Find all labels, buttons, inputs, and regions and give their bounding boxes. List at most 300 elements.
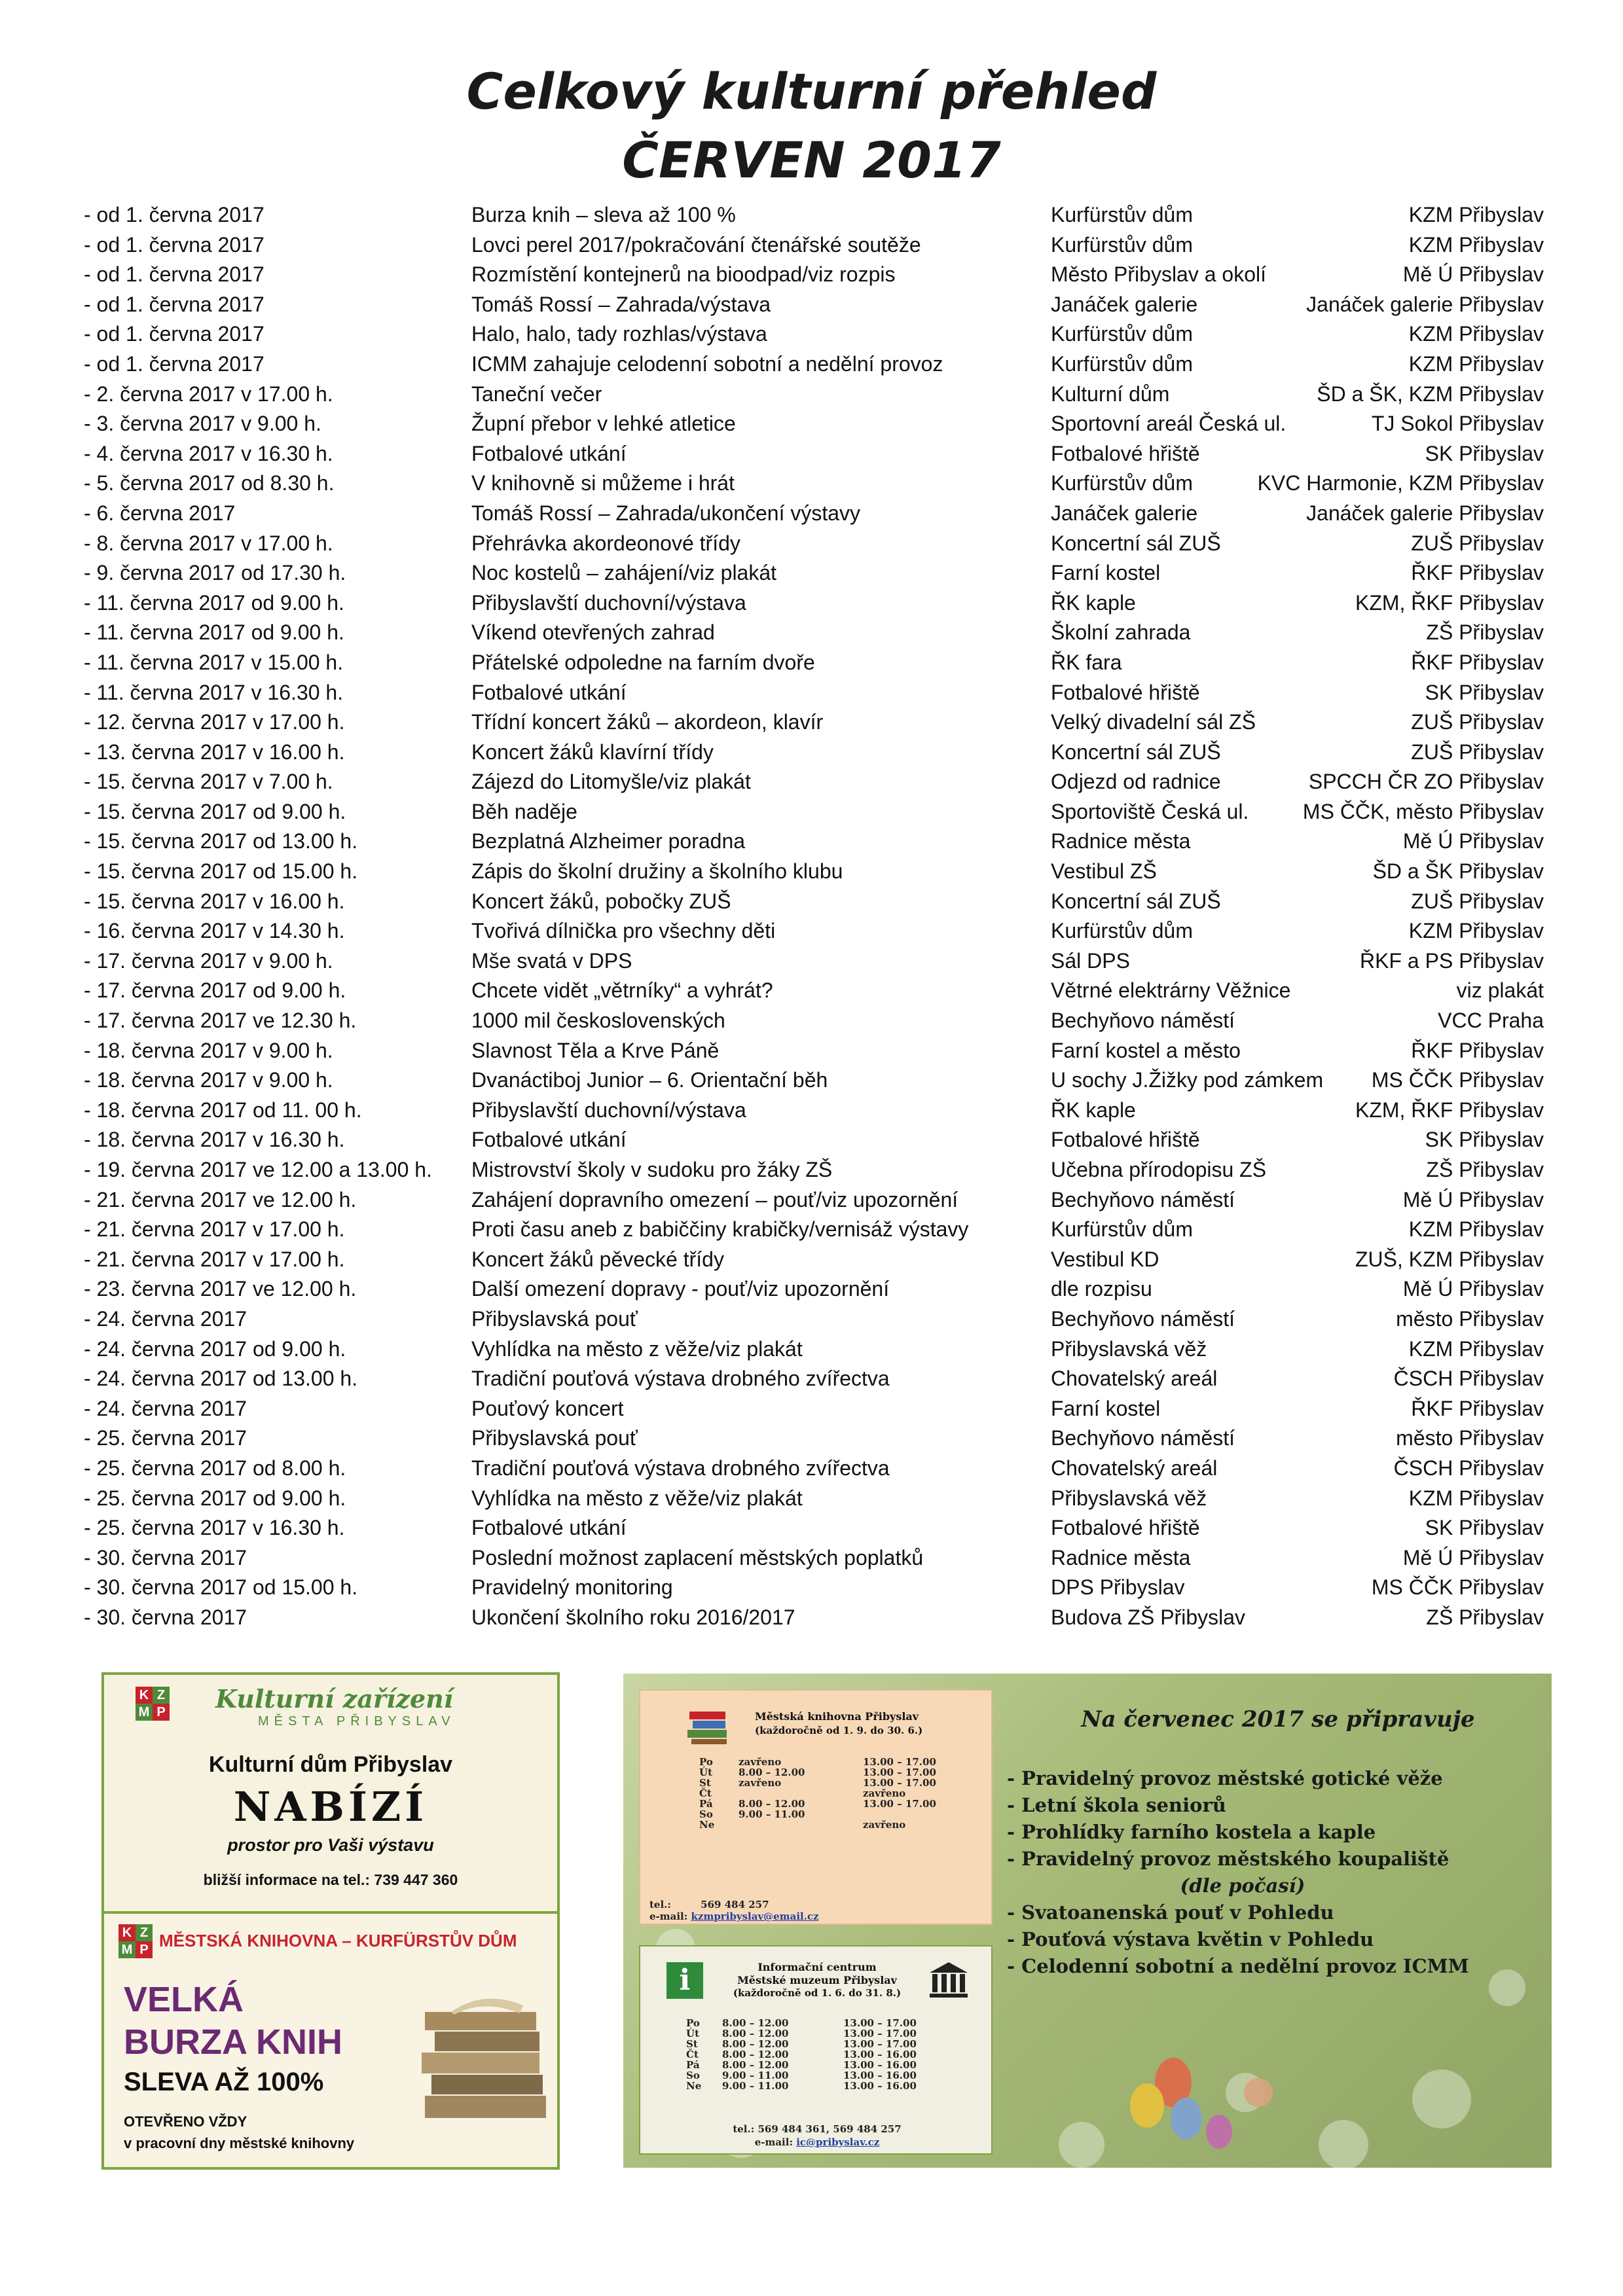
event-name: Župní přebor v lehké atletice — [471, 412, 736, 436]
event-name: Chcete vidět „větrníky“ a vyhrát? — [471, 978, 773, 1003]
event-name: Přibyslavská pouť — [471, 1426, 638, 1450]
event-place: Fotbalové hřiště — [1051, 1128, 1200, 1152]
event-date: - 30. června 2017 od 15.00 h. — [84, 1575, 358, 1600]
event-date: - 25. června 2017 od 9.00 h. — [84, 1486, 346, 1510]
event-date: - 15. června 2017 od 13.00 h. — [84, 829, 358, 853]
event-organizer: ZUŠ Přibyslav — [1411, 531, 1544, 555]
event-date: - od 1. června 2017 — [84, 292, 264, 316]
event-organizer: ŠD a ŠK Přibyslav — [1372, 859, 1544, 884]
event-row — [84, 1096, 1544, 1126]
event-row — [84, 1304, 1544, 1335]
event-organizer: SK Přibyslav — [1425, 441, 1544, 465]
event-organizer: KVC Harmonie, KZM Přibyslav — [1257, 471, 1544, 495]
event-place: ŘK kaple — [1051, 1098, 1136, 1122]
event-date: - 21. června 2017 v 17.00 h. — [84, 1247, 345, 1271]
event-place: Větrné elektrárny Věžnice — [1051, 978, 1291, 1003]
ad-header: MĚSTSKÁ KNIHOVNA – KURFÜRSTŮV DŮM — [159, 1931, 517, 1950]
event-row — [84, 529, 1544, 559]
event-row — [84, 230, 1544, 260]
event-organizer: Janáček galerie Přibyslav — [1306, 501, 1544, 525]
event-date: - 24. června 2017 — [84, 1306, 247, 1331]
event-row — [84, 260, 1544, 290]
event-name: Koncert žáků, pobočky ZUŠ — [471, 889, 731, 913]
library-tel: 569 484 257 — [701, 1899, 769, 1910]
event-organizer: MS ČČK Přibyslav — [1371, 1068, 1544, 1092]
event-row — [84, 1543, 1544, 1573]
event-row — [84, 1274, 1544, 1304]
plan-item: - Pouťová výstava květin v Pohledu — [1007, 1928, 1374, 1950]
event-date: - od 1. června 2017 — [84, 351, 264, 376]
hours-row — [686, 2017, 974, 2028]
hours-afternoon: 13.00 – 17.00 — [843, 2017, 917, 2029]
event-organizer: ZŠ Přibyslav — [1426, 1158, 1544, 1181]
info-subtitle: Městské muzeum Přibyslav — [737, 1974, 897, 1986]
event-date: - 17. června 2017 v 9.00 h. — [84, 948, 333, 973]
hours-row — [699, 1756, 974, 1767]
event-date: - 24. června 2017 od 13.00 h. — [84, 1367, 358, 1391]
hours-day: So — [686, 2070, 700, 2081]
event-row — [84, 797, 1544, 827]
event-date: - 30. června 2017 — [84, 1605, 247, 1629]
hours-row — [699, 1819, 974, 1829]
event-row — [84, 1335, 1544, 1365]
event-place: Vestibul ZŠ — [1051, 859, 1157, 884]
event-name: Rozmístění kontejnerů na bioodpad/viz rozpis — [471, 262, 896, 287]
event-place: Přibyslavská věž — [1051, 1486, 1207, 1510]
event-date: - 15. června 2017 od 15.00 h. — [84, 859, 358, 884]
event-organizer: ZŠ Přibyslav — [1426, 620, 1544, 645]
event-name: Noc kostelů – zahájení/viz plakát — [471, 561, 777, 585]
event-row — [84, 350, 1544, 380]
plan-item: - Pravidelný provoz městského koupaliště — [1007, 1848, 1450, 1870]
ad-line-1: VELKÁ — [124, 1980, 244, 2019]
museum-icon — [928, 1961, 969, 1999]
event-organizer: Mě Ú Přibyslav — [1402, 1187, 1544, 1211]
event-organizer: ŘKF Přibyslav — [1411, 561, 1544, 585]
hours-day: Út — [686, 2028, 700, 2039]
event-place: Vestibul KD — [1051, 1247, 1159, 1271]
event-place: Farní kostel — [1051, 1396, 1161, 1420]
event-organizer: KZM, ŘKF Přibyslav — [1355, 1098, 1544, 1122]
event-organizer: Mě Ú Přibyslav — [1402, 1545, 1544, 1570]
event-place: Kurfürstův dům — [1051, 203, 1193, 226]
hours-afternoon: 13.00 – 17.00 — [863, 1767, 936, 1778]
event-date: - 21. června 2017 v 17.00 h. — [84, 1217, 345, 1242]
hours-morning: 9.00 – 11.00 — [739, 1808, 805, 1820]
event-place: Kurfürstův dům — [1051, 919, 1193, 943]
event-place: Koncertní sál ZUŠ — [1051, 531, 1221, 555]
hours-row — [699, 1787, 974, 1798]
event-row — [84, 290, 1544, 320]
event-name: Třídní koncert žáků – akordeon, klavír — [471, 710, 824, 734]
event-place: Chovatelský areál — [1051, 1367, 1218, 1391]
event-row — [84, 648, 1544, 678]
event-place: U sochy J.Žižky pod zámkem — [1051, 1068, 1324, 1092]
event-date: - 17. června 2017 ve 12.30 h. — [84, 1009, 357, 1033]
event-organizer: ŘKF Přibyslav — [1411, 1038, 1544, 1062]
event-organizer: MS ČČK Přibyslav — [1371, 1575, 1544, 1600]
event-name: Zápis do školní družiny a školního klubu — [471, 859, 843, 884]
event-name: Tvořivá dílnička pro všechny děti — [471, 919, 776, 943]
hours-row — [686, 2038, 974, 2049]
event-place: Kurfürstův dům — [1051, 322, 1193, 346]
event-row — [84, 1424, 1544, 1454]
library-hours-panel — [639, 1689, 993, 1925]
event-row — [84, 618, 1544, 648]
event-date: - 11. června 2017 od 9.00 h. — [84, 590, 344, 615]
event-date: - 25. června 2017 — [84, 1426, 247, 1450]
event-date: - 15. června 2017 od 9.00 h. — [84, 799, 346, 823]
hours-morning: 9.00 – 11.00 — [722, 2080, 789, 2092]
hours-day: Ne — [699, 1819, 715, 1831]
event-place: Školní zahrada — [1051, 620, 1191, 645]
event-place: ŘK kaple — [1051, 590, 1136, 615]
event-organizer: SK Přibyslav — [1425, 1128, 1544, 1152]
event-place: Sportovní areál Česká ul. — [1051, 412, 1286, 436]
hours-day: So — [699, 1808, 713, 1820]
hours-row — [686, 2028, 974, 2038]
event-date: - 2. června 2017 v 17.00 h. — [84, 382, 333, 406]
event-organizer: ZŠ Přibyslav — [1426, 1605, 1544, 1629]
info-title: Informační centrum — [757, 1961, 877, 1973]
hours-morning: 8.00 – 12.00 — [739, 1798, 805, 1810]
event-organizer: Mě Ú Přibyslav — [1402, 262, 1544, 287]
plans-title: Na červenec 2017 se připravuje — [1081, 1706, 1475, 1732]
event-organizer: viz plakát — [1456, 978, 1544, 1003]
event-row — [84, 708, 1544, 738]
event-place: ŘK fara — [1051, 650, 1122, 674]
hours-row — [686, 2080, 974, 2090]
event-row — [84, 439, 1544, 469]
page-title: Celkový kulturní přehled — [466, 62, 1157, 120]
event-name: Přibyslavští duchovní/výstava — [471, 590, 746, 615]
event-row — [84, 1036, 1544, 1066]
hours-afternoon: zavřeno — [863, 1787, 906, 1799]
event-date: - 18. června 2017 od 11. 00 h. — [84, 1098, 362, 1122]
event-place: Učebna přírodopisu ZŠ — [1051, 1158, 1267, 1181]
info-poster — [623, 1674, 1552, 2168]
plans-list — [1007, 1765, 1531, 1980]
event-name: Víkend otevřených zahrad — [471, 620, 715, 645]
event-row — [84, 1364, 1544, 1394]
event-organizer: ČSCH Přibyslav — [1393, 1456, 1544, 1480]
kzmp-logo: K Z M P — [136, 1687, 170, 1721]
event-name: Proti času aneb z babiččiny krabičky/vernisáž výstavy — [471, 1217, 969, 1242]
ad-line-4: bližší informace na tel.: 739 447 360 — [203, 1871, 458, 1888]
ad-line-1: Kulturní dům Přibyslav — [208, 1752, 453, 1777]
library-period: (každoročně od 1. 9. do 30. 6.) — [755, 1725, 923, 1736]
info-hours-table — [686, 2017, 974, 2090]
plan-item: - Letní škola seniorů — [1007, 1794, 1226, 1816]
info-email-link[interactable]: ic@pribyslav.cz — [796, 2136, 880, 2148]
event-date: - od 1. června 2017 — [84, 262, 264, 287]
event-organizer: MS ČČK, město Přibyslav — [1302, 799, 1544, 823]
event-organizer: ŘKF Přibyslav — [1411, 1396, 1544, 1420]
hours-afternoon: 13.00 – 16.00 — [843, 2080, 917, 2092]
info-email-label: e-mail: — [754, 2136, 793, 2148]
event-name: Taneční večer — [471, 382, 602, 406]
book-stack-image — [412, 1986, 556, 2130]
event-place: Chovatelský areál — [1051, 1456, 1218, 1480]
event-row — [84, 409, 1544, 439]
event-name: Ukončení školního roku 2016/2017 — [471, 1605, 795, 1629]
event-organizer: ČSCH Přibyslav — [1393, 1367, 1544, 1391]
plan-item: - Celodenní sobotní a nedělní provoz ICMM — [1007, 1955, 1469, 1977]
event-row — [84, 319, 1544, 350]
event-name: Přátelské odpoledne na farním dvoře — [471, 650, 815, 674]
event-name: Zájezd do Litomyšle/viz plakát — [471, 770, 751, 794]
event-date: - od 1. června 2017 — [84, 203, 264, 226]
hours-row — [686, 2070, 974, 2080]
event-name: Další omezení dopravy - pouť/viz upozornění — [471, 1277, 890, 1301]
event-name: V knihovně si můžeme i hrát — [471, 471, 735, 495]
hours-day: Čt — [699, 1787, 712, 1799]
event-place: Kurfürstův dům — [1051, 351, 1193, 376]
event-date: - 15. června 2017 v 7.00 h. — [84, 770, 333, 794]
event-place: Bechyňovo náměstí — [1051, 1306, 1235, 1331]
event-date: - 25. června 2017 od 8.00 h. — [84, 1456, 346, 1480]
event-name: Přehrávka akordeonové třídy — [471, 531, 740, 555]
event-row — [84, 1394, 1544, 1424]
event-row — [84, 1185, 1544, 1215]
plan-item: - Pravidelný provoz městské gotické věže — [1007, 1767, 1443, 1789]
hours-afternoon: 13.00 – 17.00 — [863, 1756, 936, 1768]
event-place: Fotbalové hřiště — [1051, 680, 1200, 704]
hours-day: St — [686, 2038, 698, 2050]
hours-row — [686, 2059, 974, 2070]
event-organizer: VCC Praha — [1438, 1009, 1544, 1033]
event-place: Budova ZŠ Přibyslav — [1051, 1605, 1246, 1629]
hours-row — [699, 1767, 974, 1777]
plan-item: - Svatoanenská pouť v Pohledu — [1007, 1901, 1334, 1924]
event-row — [84, 1245, 1544, 1275]
event-row — [84, 1155, 1544, 1185]
event-place: Odjezd od radnice — [1051, 770, 1221, 794]
event-date: - 12. června 2017 v 17.00 h. — [84, 710, 345, 734]
hours-morning: zavřeno — [739, 1777, 782, 1789]
event-date: - 16. června 2017 v 14.30 h. — [84, 919, 345, 943]
event-row — [84, 1454, 1544, 1484]
hours-morning: 8.00 – 12.00 — [722, 2028, 789, 2039]
hours-row — [699, 1808, 974, 1819]
page-subtitle: ČERVEN 2017 — [622, 131, 1001, 189]
event-name: Fotbalové utkání — [471, 441, 627, 465]
event-row — [84, 738, 1544, 768]
ad-kulturni-dum — [101, 1672, 560, 1918]
hours-afternoon: 13.00 – 17.00 — [843, 2038, 917, 2050]
event-row — [84, 1215, 1544, 1245]
event-organizer: město Přibyslav — [1396, 1306, 1544, 1331]
ad-line-4: OTEVŘENO VŽDY — [124, 2113, 247, 2130]
event-organizer: SK Přibyslav — [1425, 1516, 1544, 1540]
event-date: - 5. června 2017 od 8.30 h. — [84, 471, 335, 495]
event-row — [84, 588, 1544, 619]
event-name: Vyhlídka na město z věže/viz plakát — [471, 1336, 803, 1361]
event-place: Kurfürstův dům — [1051, 471, 1193, 495]
event-row — [84, 1066, 1544, 1096]
event-organizer: Mě Ú Přibyslav — [1402, 1277, 1544, 1301]
books-icon — [686, 1706, 732, 1746]
brand-subtitle: MĚSTA PŘIBYSLAV — [258, 1714, 456, 1729]
event-place: Město Přibyslav a okolí — [1051, 262, 1267, 287]
event-organizer: KZM Přibyslav — [1408, 203, 1544, 226]
event-organizer: KZM Přibyslav — [1408, 919, 1544, 943]
ad-line-2: BURZA KNIH — [124, 2022, 342, 2062]
event-row — [84, 1484, 1544, 1514]
event-place: Bechyňovo náměstí — [1051, 1009, 1235, 1033]
event-name: Dvanáctiboj Junior – 6. Orientační běh — [471, 1068, 828, 1092]
event-organizer: ŠD a ŠK, KZM Přibyslav — [1317, 382, 1544, 406]
event-date: - 6. června 2017 — [84, 501, 236, 525]
kzmp-logo: K Z M P — [119, 1924, 153, 1958]
event-name: ICMM zahajuje celodenní sobotní a nedělní provoz — [471, 351, 943, 376]
event-date: - 24. června 2017 od 9.00 h. — [84, 1336, 346, 1361]
event-row — [84, 976, 1544, 1006]
event-name: Burza knih – sleva až 100 % — [471, 203, 736, 226]
event-place: Bechyňovo náměstí — [1051, 1426, 1235, 1450]
event-name: Mše svatá v DPS — [471, 948, 632, 973]
ad-line-5: v pracovní dny městské knihovny — [124, 2135, 355, 2151]
event-place: Sportoviště Česká ul. — [1051, 799, 1249, 823]
event-organizer: KZM Přibyslav — [1408, 351, 1544, 376]
ad-line-3: prostor pro Vaši výstavu — [227, 1835, 434, 1855]
hours-morning: 8.00 – 12.00 — [722, 2017, 789, 2029]
event-name: Fotbalové utkání — [471, 1128, 627, 1152]
event-date: - 24. června 2017 — [84, 1396, 247, 1420]
hours-day: Po — [699, 1756, 713, 1768]
event-place: Kurfürstův dům — [1051, 1217, 1193, 1242]
event-name: Slavnost Těla a Krve Páně — [471, 1038, 720, 1062]
hours-afternoon: 13.00 – 17.00 — [863, 1798, 936, 1810]
event-name: Vyhlídka na město z věže/viz plakát — [471, 1486, 803, 1510]
event-date: - 9. června 2017 od 17.30 h. — [84, 561, 346, 585]
ad-line-3: SLEVA AŽ 100% — [124, 2068, 324, 2096]
event-row — [84, 200, 1544, 230]
event-name: Halo, halo, tady rozhlas/výstava — [471, 322, 767, 346]
hours-day: Čt — [686, 2049, 699, 2060]
event-date: - 19. června 2017 ve 12.00 a 13.00 h. — [84, 1158, 432, 1181]
event-organizer: KZM Přibyslav — [1408, 1217, 1544, 1242]
event-date: - 18. června 2017 v 9.00 h. — [84, 1038, 333, 1062]
event-list — [84, 200, 1544, 1633]
event-place: Fotbalové hřiště — [1051, 441, 1200, 465]
event-row — [84, 946, 1544, 977]
event-name: Lovci perel 2017/pokračování čtenářské soutěže — [471, 232, 921, 257]
event-date: - od 1. června 2017 — [84, 322, 264, 346]
library-email-link[interactable]: kzmpribyslav@email.cz — [691, 1910, 819, 1922]
hours-morning: 9.00 – 11.00 — [722, 2070, 789, 2081]
event-date: - 11. června 2017 od 9.00 h. — [84, 620, 344, 645]
event-row — [84, 380, 1544, 410]
event-name: Fotbalové utkání — [471, 1516, 627, 1540]
event-organizer: ZUŠ, KZM Přibyslav — [1355, 1247, 1544, 1271]
event-date: - 25. června 2017 v 16.30 h. — [84, 1516, 345, 1540]
event-organizer: TJ Sokol Přibyslav — [1371, 412, 1544, 436]
event-organizer: ZUŠ Přibyslav — [1411, 889, 1544, 913]
event-date: - od 1. června 2017 — [84, 232, 264, 257]
hours-morning: 8.00 – 12.00 — [739, 1767, 805, 1778]
event-row — [84, 1603, 1544, 1633]
event-place: Koncertní sál ZUŠ — [1051, 740, 1221, 764]
library-title: Městská knihovna Přibyslav — [755, 1710, 919, 1723]
event-name: Běh naděje — [471, 799, 577, 823]
event-row — [84, 1125, 1544, 1155]
hours-afternoon: 13.00 – 16.00 — [843, 2070, 917, 2081]
event-name: Tomáš Rossí – Zahrada/ukončení výstavy — [471, 501, 861, 525]
event-place: Radnice města — [1051, 829, 1191, 853]
event-row — [84, 469, 1544, 499]
event-name: Koncert žáků klavírní třídy — [471, 740, 714, 764]
event-name: Přibyslavští duchovní/výstava — [471, 1098, 746, 1122]
hours-afternoon: zavřeno — [863, 1819, 906, 1831]
event-organizer: KZM Přibyslav — [1408, 232, 1544, 257]
event-date: - 18. června 2017 v 16.30 h. — [84, 1128, 345, 1152]
hours-row — [686, 2049, 974, 2059]
event-row — [84, 916, 1544, 946]
hours-row — [699, 1798, 974, 1808]
event-place: Farní kostel a město — [1051, 1038, 1241, 1062]
hours-morning: 8.00 – 12.00 — [722, 2049, 789, 2060]
event-row — [84, 767, 1544, 797]
event-organizer: KZM Přibyslav — [1408, 322, 1544, 346]
event-date: - 23. června 2017 ve 12.00 h. — [84, 1277, 357, 1301]
hours-day: Pá — [686, 2059, 700, 2071]
hours-afternoon: 13.00 – 16.00 — [843, 2059, 917, 2071]
event-place: Radnice města — [1051, 1545, 1191, 1570]
event-name: Mistrovství školy v sudoku pro žáky ZŠ — [471, 1158, 833, 1181]
event-row — [84, 1573, 1544, 1603]
event-place: Fotbalové hřiště — [1051, 1516, 1200, 1540]
brand-name: Kulturní zařízení — [215, 1684, 454, 1713]
event-place: Přibyslavská věž — [1051, 1336, 1207, 1361]
event-organizer: KZM Přibyslav — [1408, 1336, 1544, 1361]
event-date: - 11. června 2017 v 15.00 h. — [84, 650, 344, 674]
event-organizer: SK Přibyslav — [1425, 680, 1544, 704]
event-row — [84, 827, 1544, 857]
event-place: Janáček galerie — [1051, 292, 1198, 316]
event-organizer: ZUŠ Přibyslav — [1411, 710, 1544, 734]
event-place: Farní kostel — [1051, 561, 1161, 585]
event-organizer: město Přibyslav — [1396, 1426, 1544, 1450]
hours-row — [699, 1777, 974, 1787]
event-organizer: Mě Ú Přibyslav — [1402, 829, 1544, 853]
event-name: Přibyslavská pouť — [471, 1306, 638, 1331]
event-row — [84, 678, 1544, 708]
hours-afternoon: 13.00 – 17.00 — [843, 2028, 917, 2039]
event-name: 1000 mil československých — [471, 1009, 725, 1033]
event-place: Kulturní dům — [1051, 382, 1170, 406]
event-place: Kurfürstův dům — [1051, 232, 1193, 257]
event-date: - 18. června 2017 v 9.00 h. — [84, 1068, 333, 1092]
event-place: dle rozpisu — [1051, 1277, 1152, 1301]
info-tel: tel.: 569 484 361, 569 484 257 — [733, 2123, 902, 2135]
event-date: - 13. června 2017 v 16.00 h. — [84, 740, 345, 764]
event-date: - 4. června 2017 v 16.30 h. — [84, 441, 333, 465]
library-hours-table — [699, 1756, 974, 1829]
hours-morning: 8.00 – 12.00 — [722, 2059, 789, 2071]
hours-morning: zavřeno — [739, 1756, 782, 1768]
event-date: - 11. června 2017 v 16.30 h. — [84, 680, 344, 704]
event-name: Tradiční pouťová výstava drobného zvířectva — [471, 1456, 890, 1480]
hours-day: St — [699, 1777, 711, 1789]
library-email-label: e-mail: — [649, 1910, 688, 1922]
event-row — [84, 499, 1544, 529]
library-tel-label: tel.: — [649, 1899, 671, 1910]
event-organizer: SPCCH ČR ZO Přibyslav — [1308, 770, 1544, 794]
hours-day: Ne — [686, 2080, 702, 2092]
event-place: Velký divadelní sál ZŠ — [1051, 710, 1256, 734]
hours-morning: 8.00 – 12.00 — [722, 2038, 789, 2050]
